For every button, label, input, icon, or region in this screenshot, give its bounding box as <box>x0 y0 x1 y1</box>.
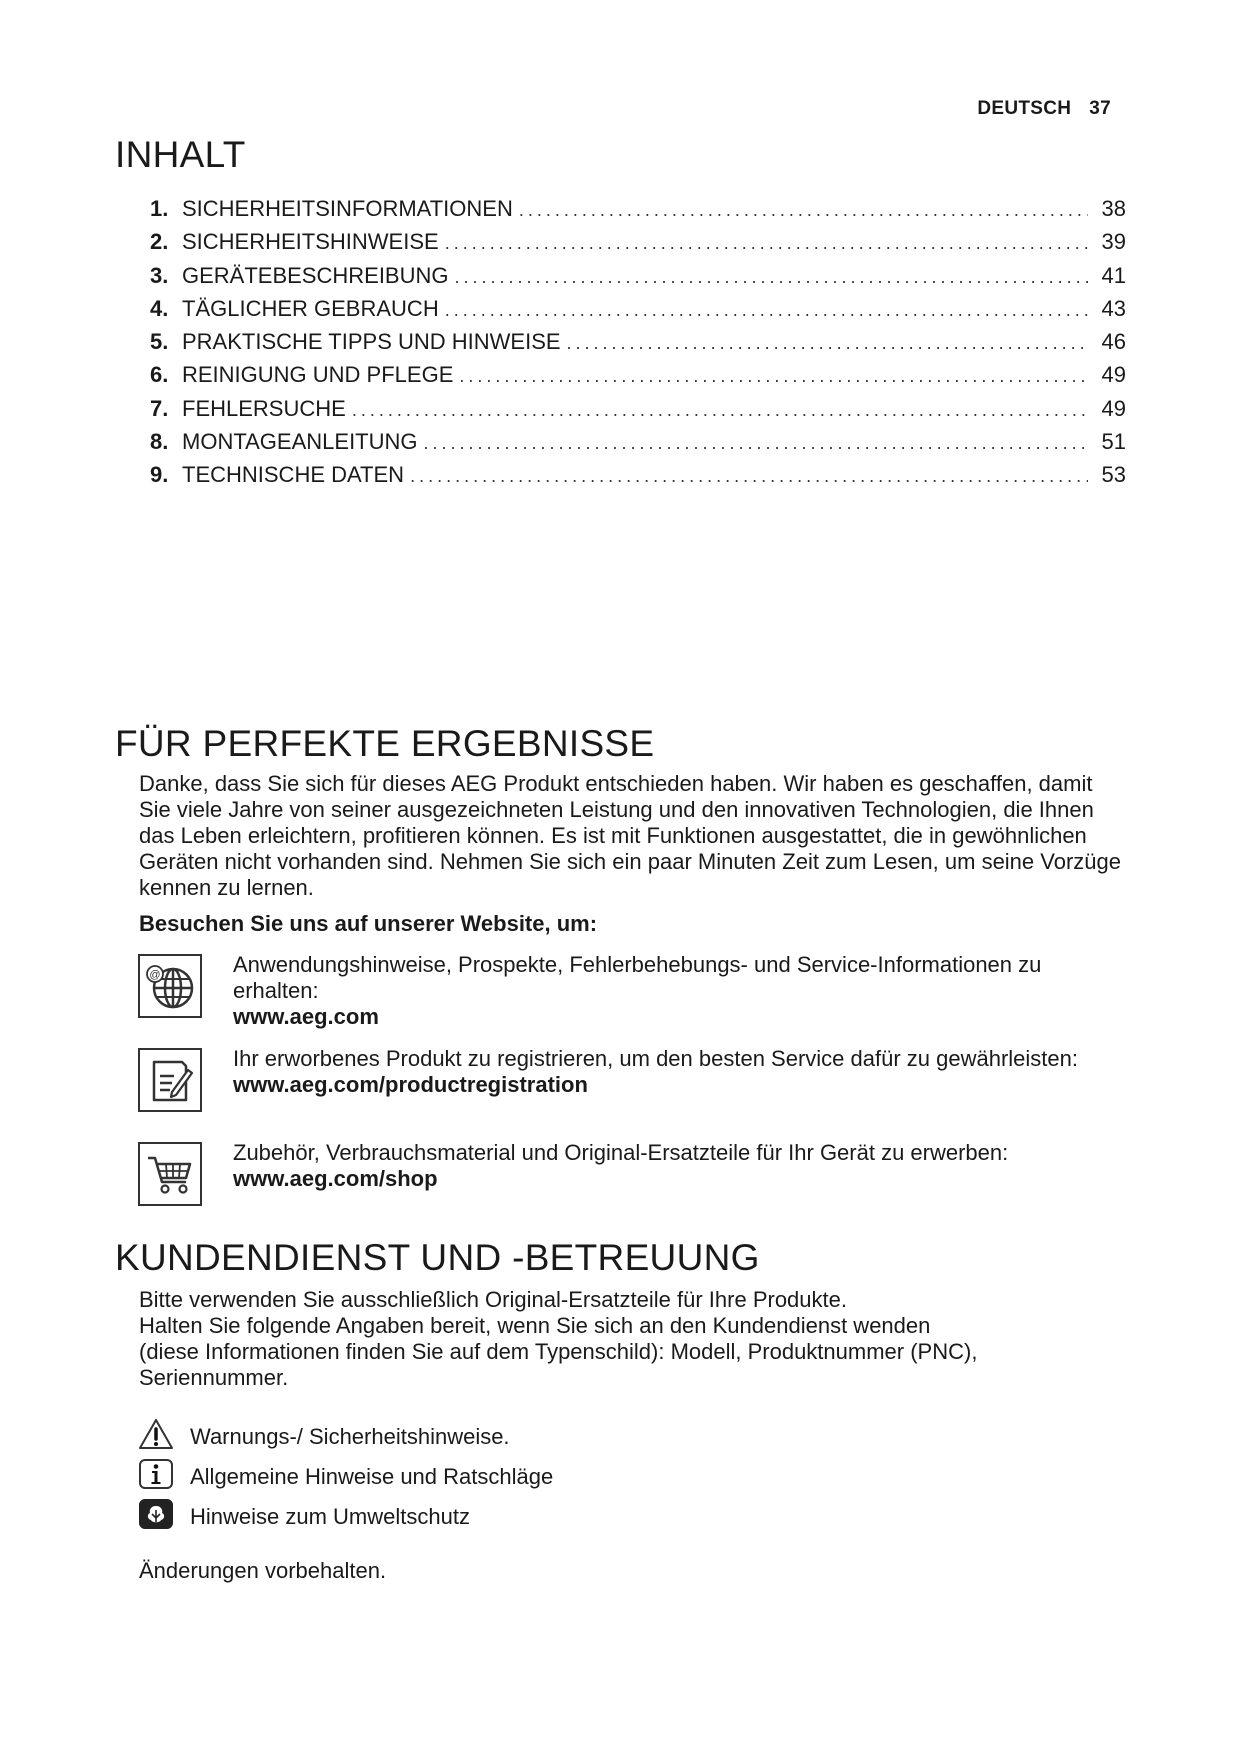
svg-text:@: @ <box>149 969 161 981</box>
toc-entry-title: TECHNISCHE DATEN <box>182 462 405 488</box>
legend-text: Warnungs-/ Sicherheitshinweise. <box>190 1424 510 1449</box>
service-link[interactable]: www.aeg.com <box>233 1004 379 1029</box>
toc-entry-page: 38 <box>1101 196 1126 221</box>
page-header <box>977 98 1111 120</box>
service-link[interactable]: www.aeg.com/shop <box>233 1166 438 1191</box>
table-of-contents <box>150 196 1126 496</box>
toc-entry-number: 9. <box>150 462 169 488</box>
toc-entry-number: 2. <box>150 229 169 255</box>
legend-text: Hinweise zum Umweltschutz <box>190 1504 470 1529</box>
toc-leader <box>445 233 1088 254</box>
toc-entry-page: 43 <box>1101 295 1126 321</box>
toc-entry[interactable] <box>150 429 1126 462</box>
toc-leader <box>459 366 1088 387</box>
toc-entry-title: SICHERHEITSINFORMATIONEN <box>182 196 513 221</box>
toc-entry-title: GERÄTEBESCHREIBUNG <box>182 262 449 288</box>
service-description: Anwendungshinweise, Prospekte, Fehlerbehebungs- und Service-Informationen zu erhalten: <box>233 952 1042 1003</box>
toc-leader <box>519 200 1088 221</box>
toc-entry-title: PRAKTISCHE TIPPS UND HINWEISE <box>182 329 561 355</box>
toc-entry[interactable] <box>150 462 1126 495</box>
legend-item-environment <box>138 1498 838 1532</box>
toc-entry-page: 39 <box>1101 229 1126 255</box>
toc-entry[interactable] <box>150 229 1126 262</box>
toc-leader <box>352 400 1088 421</box>
legend-text: Allgemeine Hinweise und Ratschläge <box>190 1464 554 1489</box>
toc-entry-number: 6. <box>150 362 169 388</box>
web-globe-icon <box>138 954 202 1018</box>
toc-entry-page: 46 <box>1101 329 1126 355</box>
environment-icon <box>138 1498 174 1530</box>
toc-entry[interactable] <box>150 263 1126 296</box>
visit-heading: Besuchen Sie uns auf unserer Website, um: <box>139 911 598 936</box>
toc-entry-title: REINIGUNG UND PFLEGE <box>182 362 454 388</box>
toc-entry-number: 5. <box>150 329 169 355</box>
toc-entry-title: MONTAGEANLEITUNG <box>182 429 418 455</box>
toc-entry-number: 3. <box>150 262 169 288</box>
toc-entry-page: 49 <box>1101 362 1126 388</box>
service-item-web <box>138 952 1138 1029</box>
customer-service-title: KUNDENDIENST UND -BETREUUNG <box>115 1237 760 1278</box>
toc-title: INHALT <box>115 134 246 175</box>
toc-entry-page: 51 <box>1101 429 1126 455</box>
toc-entry[interactable] <box>150 396 1126 429</box>
toc-entry-title: SICHERHEITSHINWEISE <box>182 229 439 255</box>
toc-entry-number: 1. <box>150 196 169 221</box>
toc-leader <box>455 267 1089 288</box>
legend-item-warning <box>138 1418 838 1452</box>
toc-leader <box>445 300 1088 321</box>
toc-entry-title: TÄGLICHER GEBRAUCH <box>182 295 439 321</box>
toc-entry[interactable] <box>150 296 1126 329</box>
service-link[interactable]: www.aeg.com/productregistration <box>233 1072 588 1097</box>
service-description: Ihr erworbenes Produkt zu registrieren, um den besten Service dafür zu gewährleisten: <box>233 1046 1078 1071</box>
toc-entry-page: 53 <box>1101 462 1126 488</box>
service-item-shop <box>138 1142 1138 1214</box>
service-description: Zubehör, Verbrauchsmaterial und Original-Ersatzteile für Ihr Gerät zu erwerben: <box>233 1140 1009 1165</box>
toc-entry-page: 41 <box>1101 262 1126 288</box>
header-language: DEUTSCH <box>977 98 1072 119</box>
info-icon <box>138 1458 174 1490</box>
results-title: FÜR PERFEKTE ERGEBNISSE <box>115 723 655 764</box>
toc-entry[interactable] <box>150 196 1126 229</box>
legend-item-info <box>138 1458 838 1492</box>
toc-entry[interactable] <box>150 329 1126 362</box>
shopping-cart-icon <box>138 1142 202 1206</box>
header-page-number: 37 <box>1089 98 1111 119</box>
toc-leader <box>424 433 1088 454</box>
toc-entry[interactable] <box>150 362 1126 395</box>
intro-paragraph: Danke, dass Sie sich für dieses AEG Produkt entschieden haben. Wir haben es geschaffen, damit Sie viele Jahre von seiner ausgezeichneten Leistung und den innovativen Technologien, die Ihnen das Leben erleichtern, profitieren können. Es ist mit Funktionen ausgestattet, die in gewöhnlichen Geräten nicht vorhanden sind. Nehmen Sie sich ein paar Minuten Zeit zum Lesen, um seine Vorzüge kennen zu lernen. <box>139 771 1121 900</box>
service-item-registration <box>138 1048 1138 1120</box>
toc-entry-title: FEHLERSUCHE <box>182 395 346 421</box>
toc-entry-number: 8. <box>150 429 169 455</box>
customer-service-text: Bitte verwenden Sie ausschließlich Original-Ersatzteile für Ihre Produkte. Halten Sie folgende Angaben bereit, wenn Sie sich an den Kundendienst wenden (diese Informationen finden Sie auf dem Typenschild): Modell, Produktnummer (PNC), Seriennummer. <box>139 1287 978 1390</box>
changes-reserved-note: Änderungen vorbehalten. <box>139 1558 387 1583</box>
toc-leader <box>410 466 1088 487</box>
toc-entry-number: 4. <box>150 295 169 321</box>
toc-leader <box>567 333 1088 354</box>
warning-triangle-icon <box>138 1418 174 1450</box>
registration-form-icon <box>138 1048 202 1112</box>
toc-entry-number: 7. <box>150 395 169 421</box>
toc-entry-page: 49 <box>1101 395 1126 421</box>
